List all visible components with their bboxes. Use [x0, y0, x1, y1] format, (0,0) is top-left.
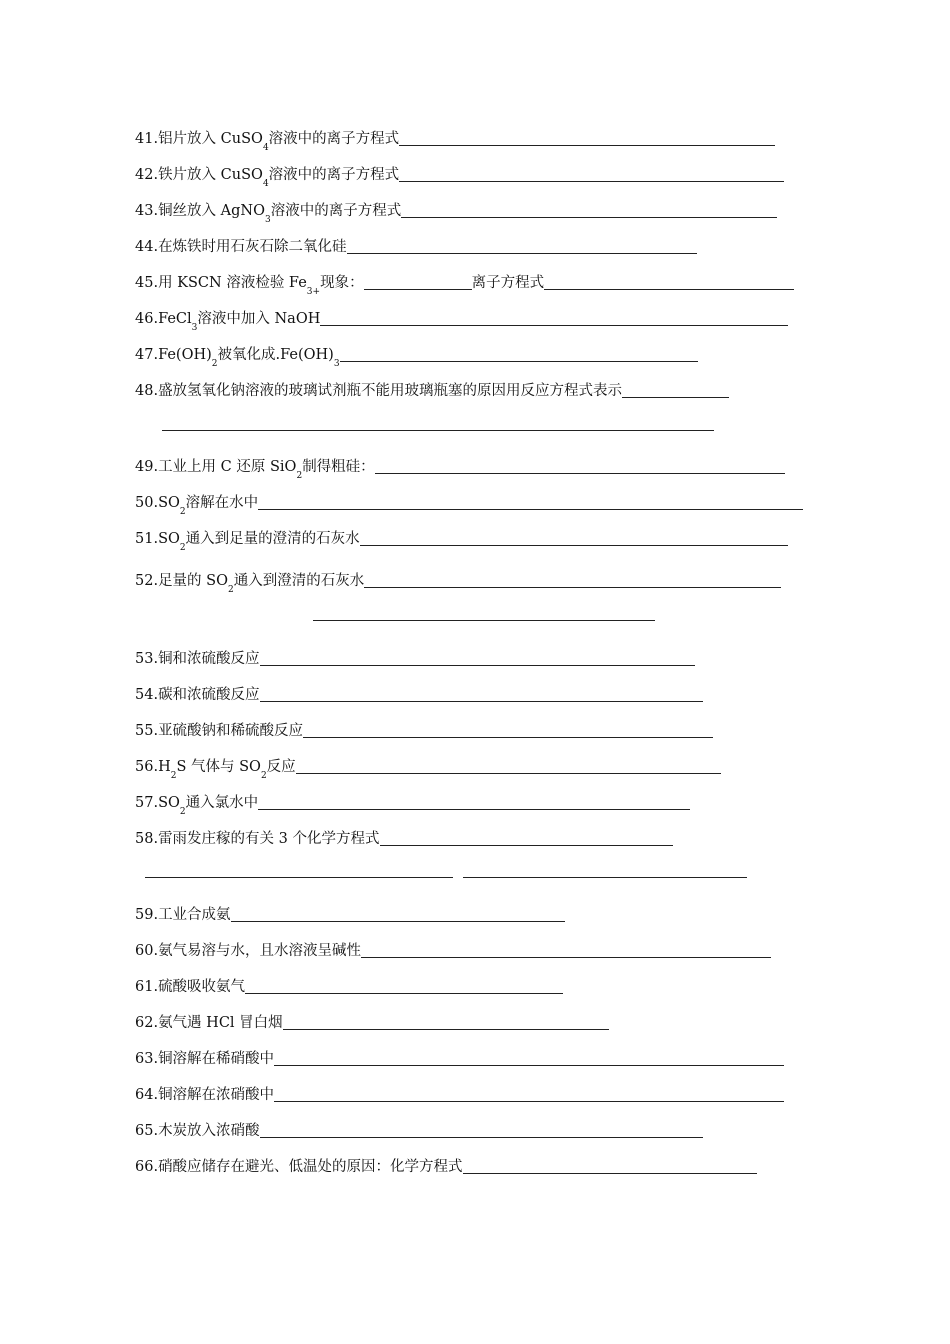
question-61: 61. 硫酸吸收氨气	[135, 972, 563, 996]
question-47: 47. Fe(OH) 2 被氧化成.Fe(OH) 3	[135, 340, 698, 364]
question-55: 55. 亚硫酸钠和稀硫酸反应	[135, 716, 713, 740]
answer-blank-58-2[interactable]	[145, 876, 453, 878]
answer-blank-42[interactable]	[399, 165, 784, 182]
question-50: 50. SO 2 溶解在水中	[135, 488, 803, 512]
answer-blank-59[interactable]	[231, 905, 565, 922]
question-62: 62. 氨气遇 HCl 冒白烟	[135, 1008, 609, 1032]
question-65: 65. 木炭放入浓硝酸	[135, 1116, 703, 1140]
question-63: 63. 铜溶解在稀硝酸中	[135, 1044, 784, 1068]
answer-blank-50[interactable]	[258, 493, 803, 510]
answer-blank-46[interactable]	[320, 309, 788, 326]
question-46: 46. FeCl 3 溶液中加入 NaOH	[135, 304, 788, 328]
answer-blank-54[interactable]	[260, 685, 703, 702]
answer-blank-44[interactable]	[347, 237, 697, 254]
answer-blank-43[interactable]	[401, 201, 777, 218]
answer-blank-58-3[interactable]	[463, 876, 747, 878]
answer-blank-52[interactable]	[364, 571, 781, 588]
answer-blank-63[interactable]	[274, 1049, 784, 1066]
answer-blank-52-continued[interactable]	[313, 619, 655, 621]
question-42: 42. 铁片放入 CuSO 4 溶液中的离子方程式	[135, 160, 784, 184]
answer-blank-45-equation[interactable]	[544, 273, 794, 290]
question-43: 43. 铜丝放入 AgNO 3 溶液中的离子方程式	[135, 196, 777, 220]
answer-blank-47[interactable]	[340, 345, 698, 362]
question-41: 41. 铝片放入 CuSO 4 溶液中的离子方程式	[135, 124, 775, 148]
question-53: 53. 铜和浓硫酸反应	[135, 644, 695, 668]
answer-blank-49[interactable]	[375, 457, 785, 474]
answer-blank-55[interactable]	[303, 721, 713, 738]
answer-blank-64[interactable]	[274, 1085, 784, 1102]
answer-blank-61[interactable]	[245, 977, 563, 994]
question-60: 60. 氨气易溶与水，且水溶液呈碱性	[135, 936, 771, 960]
answer-blank-53[interactable]	[260, 649, 695, 666]
question-58: 58. 雷雨发庄稼的有关 3 个化学方程式	[135, 824, 673, 848]
answer-blank-57[interactable]	[258, 793, 690, 810]
question-66: 66. 硝酸应储存在避光、低温处的原因：化学方程式	[135, 1152, 757, 1176]
answer-blank-51[interactable]	[360, 529, 788, 546]
question-57: 57. SO 2 通入氯水中	[135, 788, 690, 812]
question-56: 56. H 2 S 气体与 SO 2 反应	[135, 752, 721, 776]
answer-blank-48-continued[interactable]	[162, 429, 714, 431]
question-51: 51. SO 2 通入到足量的澄清的石灰水	[135, 524, 788, 548]
answer-blank-65[interactable]	[260, 1121, 703, 1138]
answer-blank-48[interactable]	[622, 381, 729, 398]
answer-blank-58-1[interactable]	[380, 829, 673, 846]
answer-blank-60[interactable]	[361, 941, 771, 958]
answer-blank-41[interactable]	[399, 129, 775, 146]
question-44: 44. 在炼铁时用石灰石除二氧化硅	[135, 232, 697, 256]
question-59: 59. 工业合成氨	[135, 900, 565, 924]
question-54: 54. 碳和浓硫酸反应	[135, 680, 703, 704]
answer-blank-56[interactable]	[296, 757, 721, 774]
answer-blank-66[interactable]	[463, 1157, 757, 1174]
question-49: 49. 工业上用 C 还原 SiO 2 制得粗硅：	[135, 452, 785, 476]
answer-blank-62[interactable]	[283, 1013, 609, 1030]
question-64: 64. 铜溶解在浓硝酸中	[135, 1080, 784, 1104]
answer-blank-45-phenomenon[interactable]	[364, 273, 472, 290]
question-48: 48. 盛放氢氧化钠溶液的玻璃试剂瓶不能用玻璃瓶塞的原因用反应方程式表示	[135, 376, 729, 400]
question-45: 45. 用 KSCN 溶液检验 Fe 3+ 现象： 离子方程式	[135, 268, 794, 292]
question-52: 52. 足量的 SO 2 通入到澄清的石灰水	[135, 566, 781, 590]
